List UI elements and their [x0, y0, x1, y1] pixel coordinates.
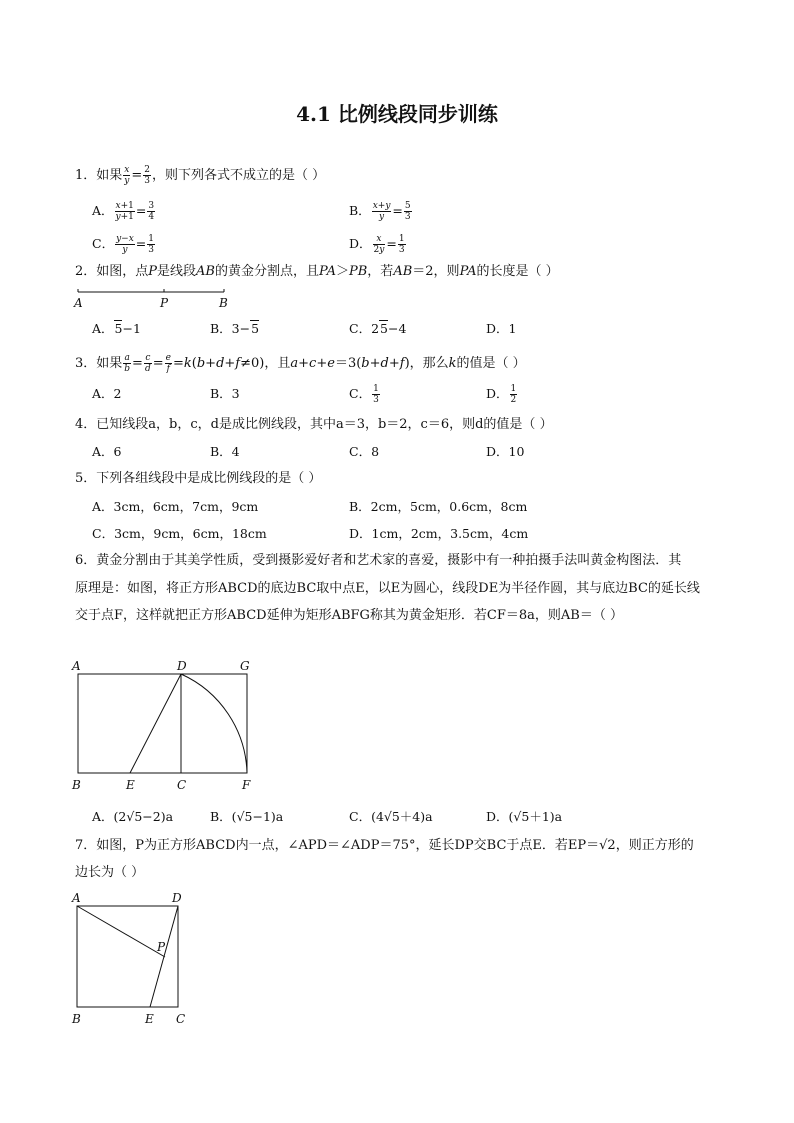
q2-opt-c-text: C．2 — [349, 321, 380, 336]
q6-label-d: D — [177, 659, 187, 673]
q2-option-a[interactable]: A．5−1 — [92, 321, 141, 336]
q3-opt-c-label: C． — [349, 386, 372, 401]
q2-opt-b-text: B．3− — [210, 321, 251, 336]
q2-text-b: 是线段 — [157, 264, 197, 279]
q3-option-c[interactable]: C． $\frac{1}{3}$ — [349, 384, 379, 405]
q6-label-g: G — [240, 659, 250, 673]
page-title: 4.1 比例线段同步训练 — [296, 102, 498, 126]
question-6-line-2: 原理是：如图，将正方形ABCD的底边BC取中点E，以E为圆心，线段DE为半径作圆，其与底边BC的延长线 — [75, 581, 700, 596]
question-2: 2．如图，点P是线段AB的黄金分割点，且PA＞PB，若AB＝2，则PA的长度是（ ） — [75, 264, 559, 279]
q2-option-c[interactable]: C．25−4 — [349, 321, 407, 336]
q2-segment-figure — [70, 284, 240, 310]
question-7-line-2: 边长为（ ） — [75, 865, 145, 880]
q7-label-c: C — [176, 1012, 186, 1026]
q6-option-a[interactable]: A．(2√5−2)a — [92, 809, 174, 824]
q7-label-b: B — [72, 1012, 81, 1026]
question-4: 4．已知线段a，b，c，d是成比例线段，其中a＝3，b＝2，c＝6，则d的值是（ ） — [75, 417, 553, 432]
q6-option-c[interactable]: C．(4√5＋4)a — [349, 809, 433, 824]
q6-option-b[interactable]: B．(√5−1)a — [210, 809, 284, 824]
question-6-line-3: 交于点F，这样就把正方形ABCD延伸为矩形ABFG称其为黄金矩形．若CF＝8a，则AB＝（ ） — [75, 608, 623, 623]
question-7-line-1: 7．如图，P为正方形ABCD内一点，∠APD＝∠ADP＝75°，延长DP交BC于点E．若EP＝√2，则正方形的 — [75, 838, 694, 853]
q6-label-b: B — [72, 778, 81, 792]
q1-opt-d-label: D． — [349, 236, 372, 251]
q1-suffix: ，则下列各式不成立的是（ ） — [152, 168, 326, 183]
q2-text-f: 的长度是（ ） — [476, 264, 559, 279]
q4-option-b[interactable]: B．4 — [210, 444, 240, 459]
q1-option-c[interactable]: C． $\frac{y-x}{y}$ = $\frac{1}{3}$ — [92, 234, 155, 255]
q5-option-b[interactable]: B．2cm，5cm，0.6cm，8cm — [349, 499, 528, 514]
q1-opt-a-label: A． — [92, 203, 114, 218]
q7-square-figure — [68, 888, 198, 1028]
q3-text-a: 3．如果 — [75, 356, 123, 371]
q1-prefix: 1．如果 — [75, 168, 123, 183]
q5-option-d[interactable]: D．1cm，2cm，3.5cm，4cm — [349, 526, 529, 541]
q5-option-a[interactable]: A．3cm，6cm，7cm，9cm — [92, 499, 259, 514]
question-5: 5．下列各组线段中是成比例线段的是（ ） — [75, 471, 322, 486]
q1-opt-c-label: C． — [92, 236, 115, 251]
question-1: 1．如果 $\frac{x}{y}$ = $\frac{2}{3}$ ，则下列各式不成立的是（ ） — [75, 165, 326, 186]
q2-text-d: ，若 — [367, 264, 394, 279]
q7-label-d: D — [172, 891, 182, 905]
q3-text-c: ，那么 — [409, 356, 449, 371]
q7-label-p: P — [157, 940, 166, 954]
question-6-line-1: 6．黄金分割由于其美学性质，受到摄影爱好者和艺术家的喜爱，摄影中有一种拍摄手法叫黄金构图法．其 — [75, 553, 682, 568]
q2-label-a: A — [74, 296, 83, 310]
q2-label-p: P — [160, 296, 169, 310]
q4-option-d[interactable]: D．10 — [486, 444, 525, 459]
q6-option-d[interactable]: D．(√5＋1)a — [486, 809, 563, 824]
q3-opt-d-label: D． — [486, 386, 509, 401]
q6-label-c: C — [177, 778, 187, 792]
q1-condition: $\frac{x}{y}$ — [124, 165, 130, 186]
q4-option-c[interactable]: C．8 — [349, 444, 380, 459]
q1-opt-b-label: B． — [349, 203, 371, 218]
q1-option-a[interactable]: A． $\frac{x+1}{y+1}$ = $\frac{3}{4}$ — [92, 201, 155, 222]
q2-text-e: ，则 — [433, 264, 460, 279]
q7-label-e: E — [145, 1012, 154, 1026]
q3-option-b[interactable]: B．3 — [210, 386, 240, 401]
q7-label-a: A — [72, 891, 81, 905]
q2-option-d[interactable]: D．1 — [486, 321, 517, 336]
question-3: 3．如果 $\frac{a}{b}$ = $\frac{c}{d}$ = $\frac{e}{f}$ =k(b+d+f≠0)，且a+c+e＝3(b+d+f)，那么k的值是（ ） — [75, 353, 526, 374]
q3-option-a[interactable]: A．2 — [92, 386, 122, 401]
q6-label-e: E — [126, 778, 135, 792]
q2-text-a: 2．如图，点 — [75, 264, 149, 279]
q6-label-f: F — [242, 778, 251, 792]
q2-option-b[interactable]: B．3−5 — [210, 321, 260, 336]
q3-text-d: 的值是（ ） — [456, 356, 526, 371]
q6-label-a: A — [72, 659, 81, 673]
q3-option-d[interactable]: D． $\frac{1}{2}$ — [486, 384, 517, 405]
q3-text-b: ，且 — [264, 356, 291, 371]
q4-option-a[interactable]: A．6 — [92, 444, 122, 459]
q2-label-b: B — [219, 296, 228, 310]
q1-option-d[interactable]: D． $\frac{x}{2y}$ = $\frac{1}{3}$ — [349, 234, 405, 255]
q1-option-b[interactable]: B． $\frac{x+y}{y}$ = $\frac{5}{3}$ — [349, 201, 411, 222]
q2-text-c: 的黄金分割点，且 — [215, 264, 320, 279]
q6-golden-rectangle-figure — [68, 656, 268, 796]
q5-option-c[interactable]: C．3cm，9cm，6cm，18cm — [92, 526, 267, 541]
